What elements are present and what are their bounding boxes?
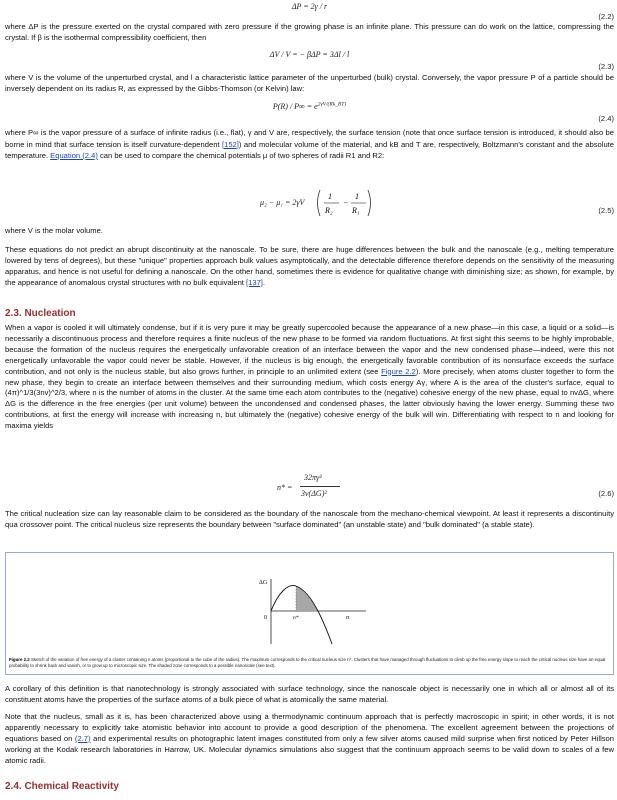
eq23-number: (2.3) [598,62,614,71]
svg-text:1: 1 [355,192,359,201]
figure-caption-label: Figure 2.2 [9,657,30,662]
paragraph-3 [5,127,614,162]
paragraph-1 [5,22,614,44]
figure-caption-text: Sketch of the variation of free energy of a cluster containing n atoms (proportional to the cube of the radius). The maximum corresponds to the critical nucleus size n*. Clusters that have managed through fluctuations to climb up the free energy slope to reach the critical nucleus size have an equal probability to shrink back and vanish, or to grow up to microscopic size. The shaded zone corresponds to a possible nanoscale (see text). [9,657,606,668]
paragraph-9 [5,712,614,767]
paragraph-4 [5,226,614,237]
svg-text:−: − [343,198,349,207]
paragraph-7 [5,509,614,531]
paragraph-7-text: The critical nucleation size can lay reasonable claim to be considered as the boundary of the nanoscale from the mechano-chemical viewpoint. At least it represents a discontinuity qua crossover point. The critical nucleus size represents the boundary between "surface dominated" (an unstable state) and "bulk dominated" (a stable state). [5,509,614,529]
eq24-number: (2.4) [598,114,614,123]
paragraph-6-text-a: When a vapor is cooled it will ultimately condense, but if it is very pure it may be greatly supercooled because the appearance of a new phase—in this case, a liquid or a solid—is necessarily a discontinuous process and therefore requires a finite nucleus of the new phase to be formed via random fluctuations. At first sight this seems to be highly improbable, because the formation of the nucleus requires the energetically unfavorable creation of an interface between the vapor and the new condensed phase—indeed, were this not energetically unfavorable the vapor could never be stable. However, if the nucleus is big enough, the energetically favorable contribution of its nonsurface exceeds the surface contribution, and not only is the nucleus stable, but also grows further, in principle to an unlimited extent (see [5,323,614,376]
axis-ylabel: ΔG [259,580,268,586]
paragraph-9-text-a: Note that the nucleus, small as it is, has been characterized above using a thermodynamic continuum approach that is perfectly macroscopic in spirit; in other words, it is not apparently necessary to explicitly take atomistic behavior into account to provide a good description of the phenomena. The excellent agreement between the projections of equations based on [5,712,614,743]
eq26-lhs: n* = [277,483,293,492]
eq26-fraction-bar [300,486,340,487]
paragraph-5-text-b: . [262,277,266,287]
equation-2-5 [5,188,614,218]
axis-xlabel: n [346,615,349,621]
eq24-lhs: P(R) / P∞ = e [272,102,318,111]
paragraph-3-text-a: where P∞ is the vapor pressure of a surface of infinite radius (i.e., flat), γ and V are, respectively, the surface tension (note that once surface tension is introduced, it should also be borne in mind that surface tension is itself curvature-dependent [5,128,614,149]
citation-152-link[interactable]: [152] [221,139,239,149]
equation-2-4-link[interactable]: Equation (2.4) [50,151,98,160]
paragraph-1-text: where ΔP is the pressure exerted on the crystal compared with zero pressure if the growing phase is an infinite plane. This pressure can do work on the lattice, compressing the crystal. If β is the isothermal compressibility coefficient, then [5,22,614,42]
paragraph-3-text-c: can be used to compare the chemical potentials μ of two spheres of radii R1 and R2: [97,151,385,160]
section-heading-chemical-reactivity: 2.4. Chemical Reactivity [5,781,119,792]
eq26-denominator: 3v(ΔG)² [301,489,327,498]
paragraph-2-text: where V is the volume of the unperturbed crystal, and l a characteristic lattice parameter of the unperturbed (bulk) crystal. Conversely, the vapor pressure P of a particle should be inversely dependent on its radius R, as expressed by the Gibbs-Thomson (or Kelvin) law: [5,73,614,93]
paragraph-6-text-b: ). More precisely, when atoms cluster together to form the new phase, they begin to create an interface between themselves and their surrounding medium, which costs energy Aγ, where A is the area of the cluster's surface, equal to (4π)^1/3(3nv)^2/3, where n is the number of atoms in the cluster. At the same time each atom contributes to the (negative) cohesive energy of the new phase, equal to nvΔG, where ΔG is the difference in the free energies (per unit volume) between the uncondensed and condensed phases, the latter obviously having the lower energy. Summing these two contributions, at first the energy will increase with increasing n, but ultimately the (negative) cohesive energy of the bulk will win. Differentiating with respect to n and looking for maxima yields [5,366,614,431]
figure-2-2 [5,552,614,675]
eq25-fraction-paren [314,188,374,218]
eq25-lhs: μ₂ − μ₁ = 2γV [260,198,305,207]
equation-2-3 [5,50,614,71]
eq24-exponent: 2γV/(Rk_BT) [317,101,347,108]
paragraph-4-text: where V is the molar volume. [5,226,103,235]
eq26-number: (2.6) [598,489,614,498]
axis-nstar-label: n* [293,615,299,621]
equation-2-2 [5,2,614,21]
eq26-numerator: 32πγ³ [304,473,322,482]
svg-text:R₁: R₁ [352,206,360,215]
equation-2-4 [5,101,614,123]
paragraph-8-text: A corollary of this definition is that nanotechnology is strongly associated with surface technology, since the nanoscale object is necessarily one in which all or almost all of its constituent atoms have the properties of the surface atoms of a bulk piece of what is atomically the same material. [5,684,614,704]
paragraph-8 [5,684,614,706]
figure-caption [9,657,610,669]
eq23-text: ΔV / V = − βΔP = 3Δl / l [269,50,350,59]
eq25-number: (2.5) [598,206,614,215]
paragraph-5 [5,245,614,289]
free-energy-plot [6,553,615,657]
eq22-text: ΔP = 2γ / r [291,2,328,11]
figure-2-2-link[interactable]: Figure 2.2 [381,366,416,376]
paragraph-3-text-b: ) and molecular volume of the material, and kB and T are, respectively, Boltzmann's constant and the absolute temperature. [5,139,615,160]
paragraph-5-text-a: These equations do not predict an abrupt discontinuity at the nanoscale. To be sure, there are huge differences between the bulk and the nanoscale (e.g., melting temperature lowered by tens of degrees), but these "unique" properties approach bulk values asymptotically, and the detectable difference therefore depends on the sensitivity of the measuring apparatus, and hence is not useful for defining a nanoscale. On the other hand, sometimes there is evidence for qualitative change with diminishing size; as shown, for example, by the appearance of anomalous crystal structures with no bulk equivalent [5,245,614,287]
svg-text:1: 1 [328,192,332,201]
section-heading-nucleation: 2.3. Nucleation [5,308,76,319]
axis-origin-label: 0 [264,615,267,621]
paragraph-2 [5,73,614,95]
nanoscale-shaded-zone [296,586,318,611]
paragraph-9-text-b: and experimental results on photographic latent images constituted from only a few silver atoms caused mild surprise when first noticed by Peter Hillson working at the Kodak research laboratories in Harrow, UK. Molecular dynamics simulations also suggest that the continuum approach seems to be valid down to scales of a few atomic radii. [5,733,614,765]
eq22-number: (2.2) [598,12,614,21]
paragraph-6 [5,323,614,432]
citation-137-link[interactable]: [137] [246,277,263,287]
equation-2-6 [5,470,614,502]
equation-2-7-link[interactable]: (2.7) [74,733,91,743]
svg-text:R₂: R₂ [325,206,333,215]
